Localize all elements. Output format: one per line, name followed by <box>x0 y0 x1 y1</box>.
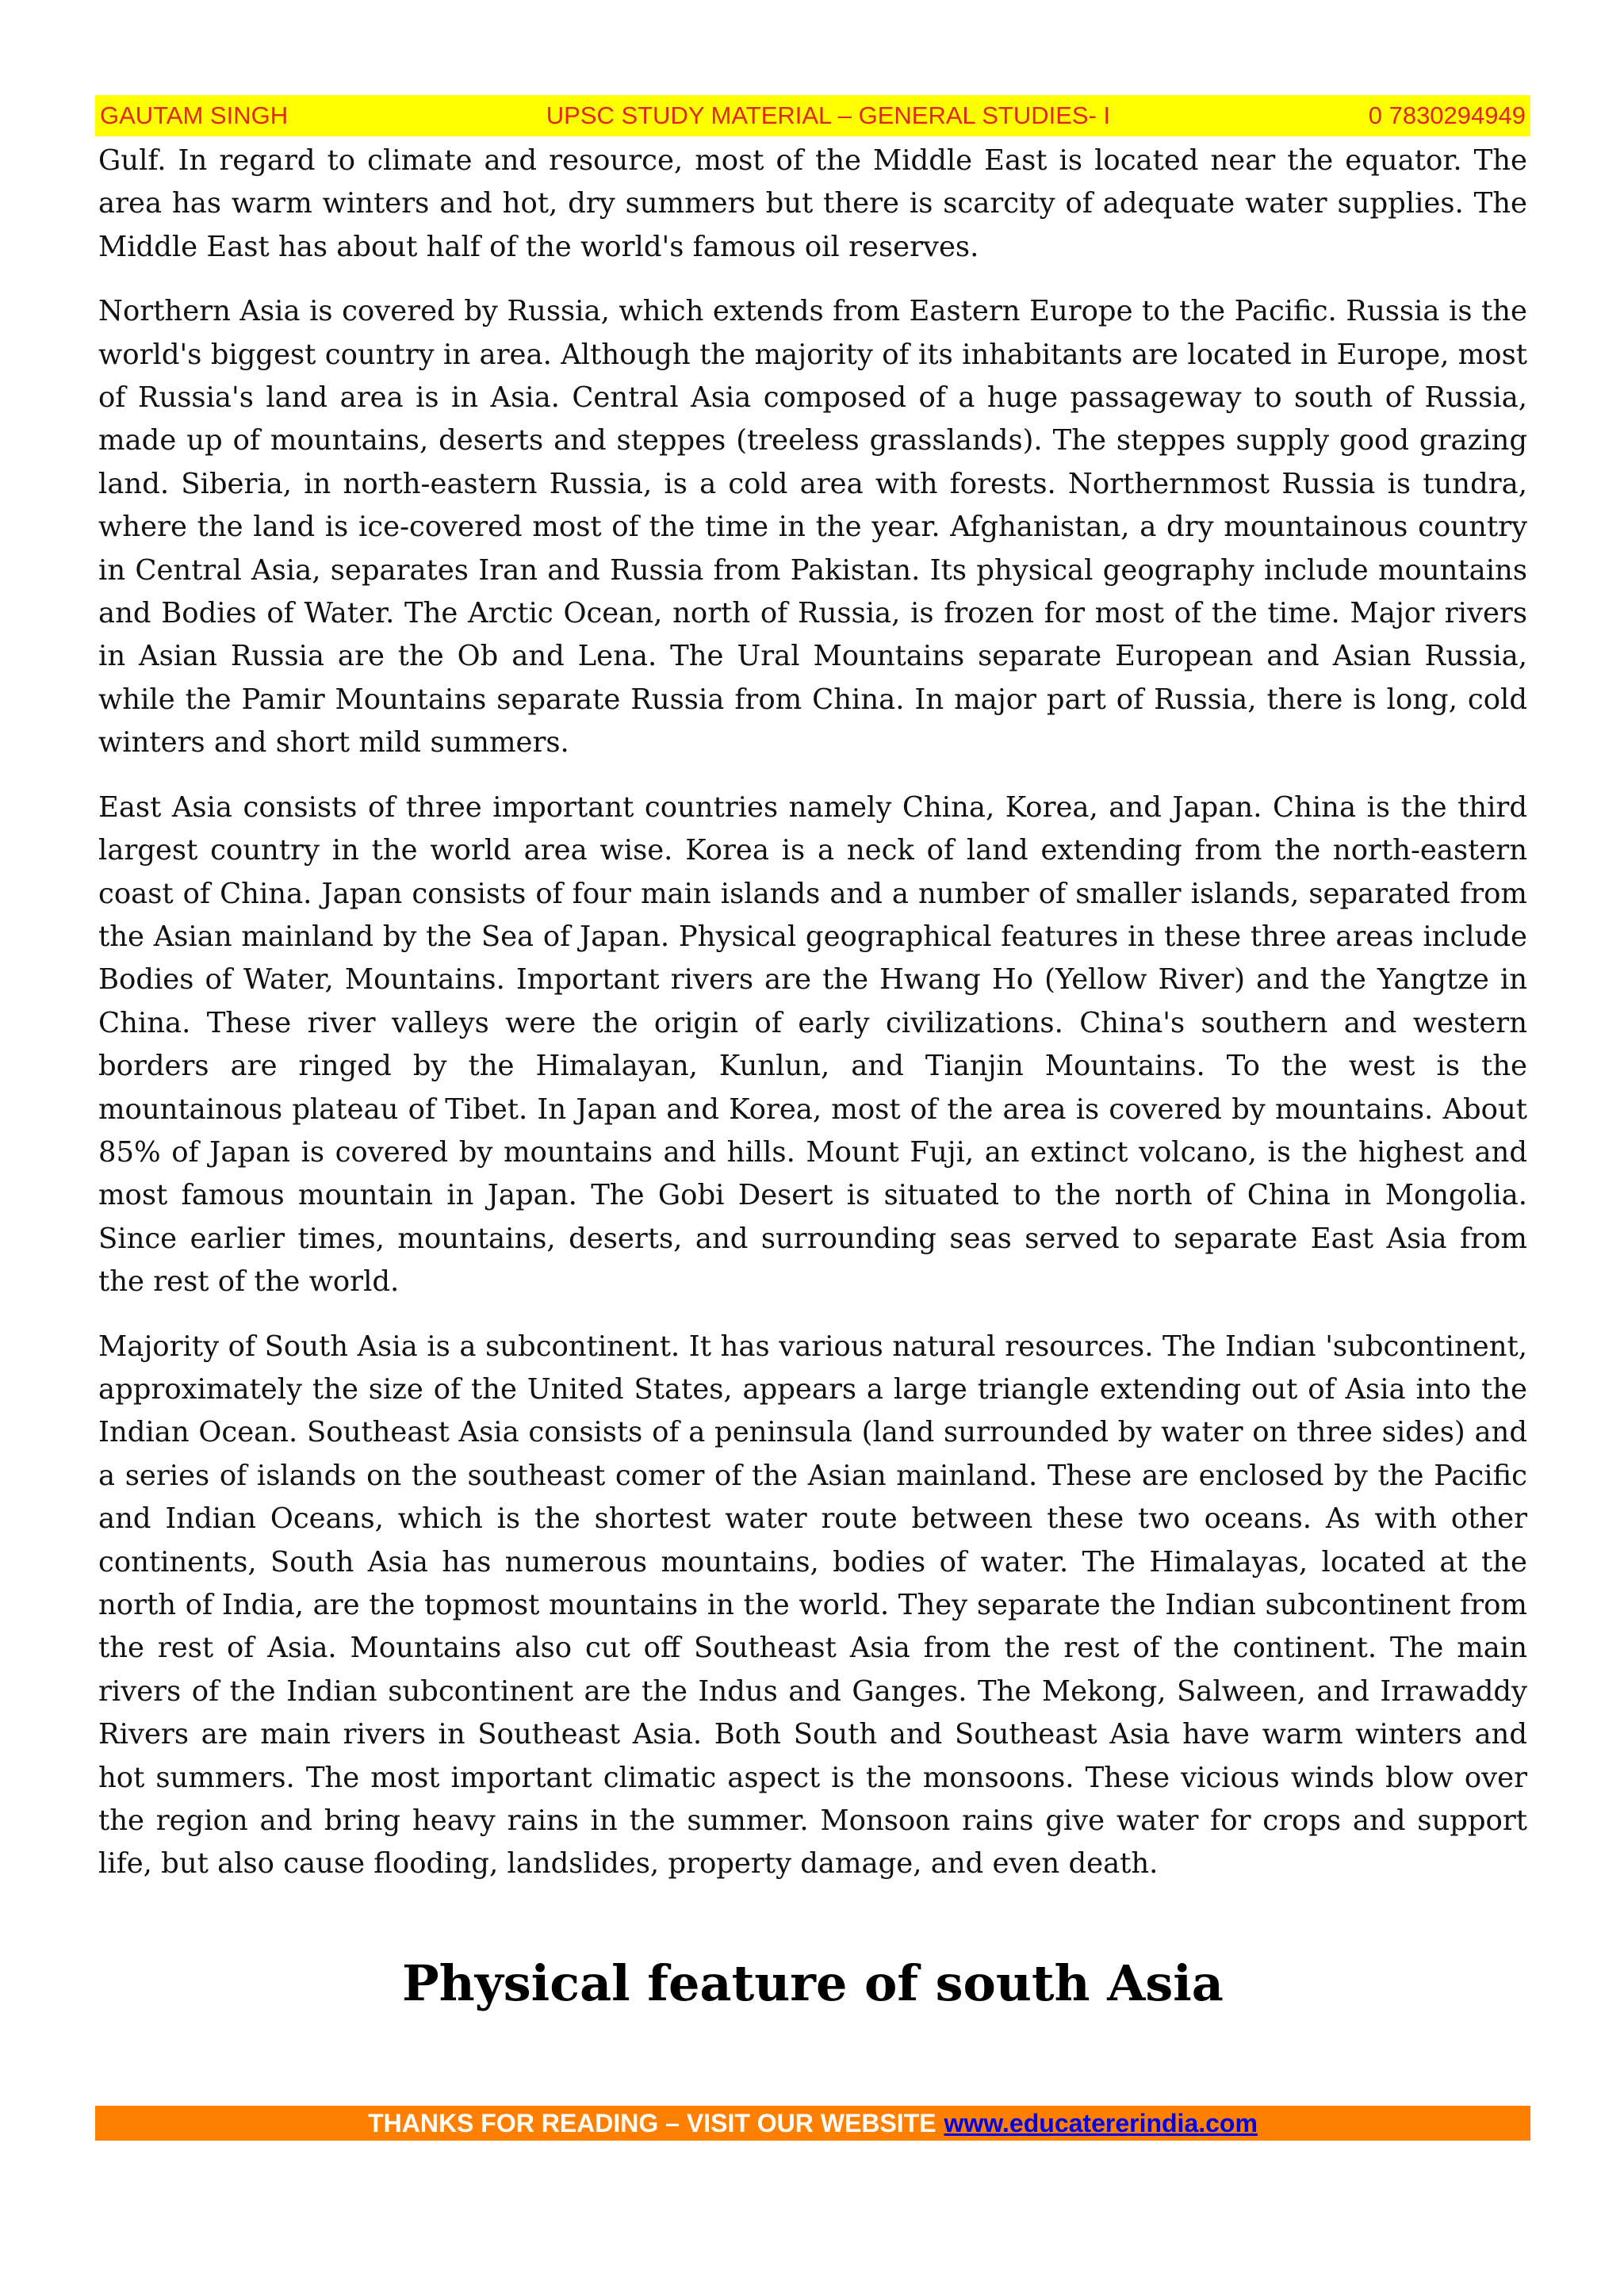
section-title: Physical feature of south Asia <box>402 1954 1224 2012</box>
header-phone: 0 7830294949 <box>1368 101 1526 129</box>
header-author: GAUTAM SINGH <box>100 101 289 129</box>
paragraph-east-asia: East Asia consists of three important countries namely China, Korea, and Japan. China is the third largest country in the world area wise. Korea is a neck of land extending from the north-eastern coast of China. Japan consists of four main islands and a number of smaller islands, separated from the Asian mainland by the Sea of Japan. Physical geographical features in these three areas include Bodies of Water, Mountains. Important rivers are the Hwang Ho (Yellow River) and the Yangtze in China. These river valleys were the origin of early civilizations. China's southern and western borders are ringed by the Himalayan, Kunlun, and Tianjin Mountains. To the west is the mountainous plateau of Tibet. In Japan and Korea, most of the area is covered by mountains. About 85% of Japan is covered by mountains and hills. Mount Fuji, an extinct volcano, is the highest and most famous mountain in Japan. The Gobi Desert is situated to the north of China in Mongolia. Since earlier times, mountains, deserts, and surrounding seas served to separate East Asia from the rest of the world. <box>98 790 1527 1299</box>
document-body <box>98 140 1527 1908</box>
paragraph-south-asia: Majority of South Asia is a subcontinent. It has various natural resources. The Indian 'subcontinent, approximately the size of the United States, appears a large triangle extending out of Asia into the Indian Ocean. Southeast Asia consists of a peninsula (land surrounded by water on three sides) and a series of islands on the southeast comer of the Asian mainland. These are enclosed by the Pacific and Indian Oceans, which is the shortest water route between these two oceans. As with other continents, South Asia has numerous mountains, bodies of water. The Himalayas, located at the north of India, are the topmost mountains in the world. They separate the Indian subcontinent from the rest of Asia. Mountains also cut off Southeast Asia from the rest of the continent. The main rivers of the Indian subcontinent are the Indus and Ganges. The Mekong, Salween, and Irrawaddy Rivers are main rivers in Southeast Asia. Both South and Southeast Asia have warm winters and hot summers. The most important climatic aspect is the monsoons. These vicious winds blow over the region and bring heavy rains in the summer. Monsoon rains give water for crops and support life, but also cause flooding, landslides, property damage, and even death. <box>98 1330 1527 1881</box>
paragraph-northern-asia: Northern Asia is covered by Russia, which extends from Eastern Europe to the Pacific. Russia is the world's biggest country in area. Although the majority of its inhabitants are located in Europe, most of Russia's land area is in Asia. Central Asia composed of a huge passageway to south of Russia, made up of mountains, deserts and steppes (treeless grasslands). The steppes supply good grazing land. Siberia, in north-eastern Russia, is a cold area with forests. Northernmost Russia is tundra, where the land is ice-covered most of the time in the year. Afghanistan, a dry mountainous country in Central Asia, separates Iran and Russia from Pakistan. Its physical geography include mountains and Bodies of Water. The Arctic Ocean, north of Russia, is frozen for most of the time. Major rivers in Asian Russia are the Ob and Lena. The Ural Mountains separate European and Asian Russia, while the Pamir Mountains separate Russia from China. In major part of Russia, there is long, cold winters and short mild summers. <box>98 295 1527 760</box>
header-title: UPSC STUDY MATERIAL – GENERAL STUDIES- I <box>546 101 1111 129</box>
page-header <box>95 95 1530 136</box>
paragraph-middle-east: Gulf. In regard to climate and resource, most of the Middle East is located near the equator. The area has warm winters and hot, dry summers but there is scarcity of adequate water supplies. The Middle East has about half of the world's famous oil reserves. <box>98 144 1527 263</box>
footer-text: THANKS FOR READING – VISIT OUR WEBSITE <box>368 2108 936 2137</box>
page-footer <box>95 2106 1530 2141</box>
website-link[interactable]: www.educatererindia.com <box>944 2108 1258 2137</box>
